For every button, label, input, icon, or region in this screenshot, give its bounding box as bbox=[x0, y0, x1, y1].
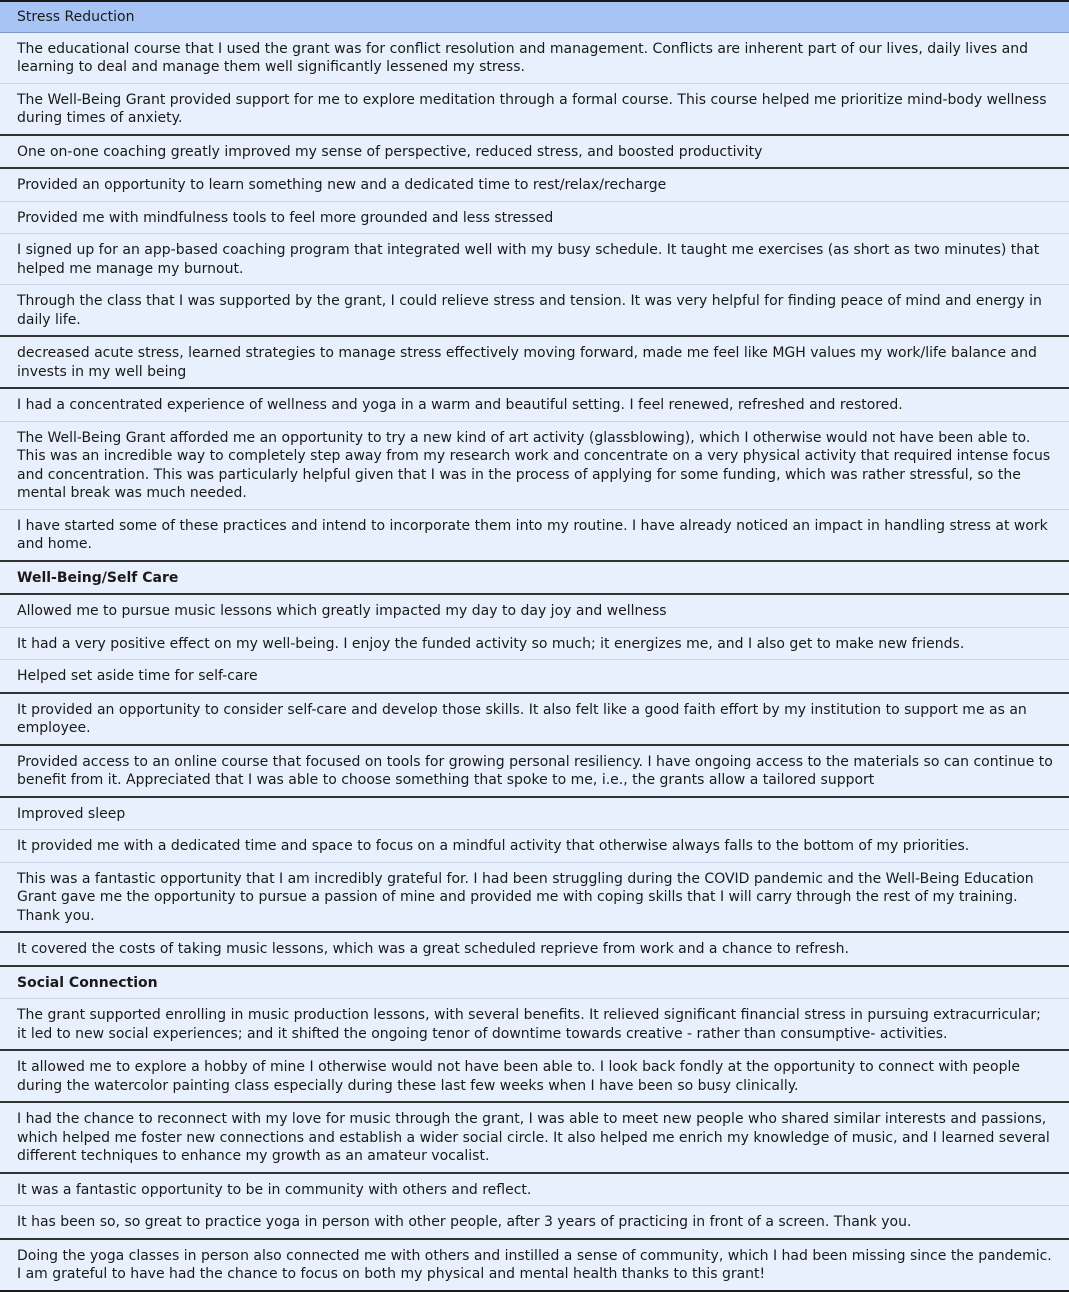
response-text: This was a fantastic opportunity that I am incredibly grateful for. I had been struggling during the COVID pandemic and the Well-Being Education Grant gave me the opportunity to pursue a passion of mine and provided me with coping skills that I will carry through the rest of my training. Thank you. bbox=[0, 862, 1069, 932]
response-text: It provided an opportunity to consider self-care and develop those skills. It also felt like a good faith effort by my institution to support me as an employee. bbox=[0, 693, 1069, 745]
table-row bbox=[0, 388, 1069, 421]
response-text: It had a very positive effect on my well-being. I enjoy the funded activity so much; it energizes me, and I also get to make new friends. bbox=[0, 627, 1069, 660]
table-row bbox=[0, 32, 1069, 83]
table-row bbox=[0, 1050, 1069, 1102]
response-text: It allowed me to explore a hobby of mine I otherwise would not have been able to. I look back fondly at the opportunity to connect with people during the watercolor painting class especially during these last few weeks when I have been so busy clinically. bbox=[0, 1050, 1069, 1102]
table-row bbox=[0, 1102, 1069, 1173]
response-text: I had the chance to reconnect with my love for music through the grant, I was able to meet new people who shared similar interests and passions, which helped me foster new connections and establish a wider social circle. It also helped me enrich my knowledge of music, and I learned several different techniques to enhance my growth as an amateur vocalist. bbox=[0, 1102, 1069, 1173]
table-row bbox=[0, 862, 1069, 932]
response-text: Provided access to an online course that focused on tools for growing personal resiliency. I have ongoing access to the materials so can continue to benefit from it. Appreciated that I was able to choose something that spoke to me, i.e., the grants allow a tailored support bbox=[0, 745, 1069, 797]
table-row bbox=[0, 693, 1069, 745]
table-row bbox=[0, 1239, 1069, 1291]
table-row bbox=[0, 168, 1069, 201]
response-text: The Well-Being Grant provided support for me to explore meditation through a formal course. This course helped me prioritize mind-body wellness during times of anxiety. bbox=[0, 83, 1069, 135]
response-text: The educational course that I used the grant was for conflict resolution and management. Conflicts are inherent part of our lives, daily lives and learning to deal and manage them well significantly lessened my stress. bbox=[0, 32, 1069, 83]
table-row bbox=[0, 285, 1069, 337]
table-row bbox=[0, 999, 1069, 1051]
response-text: It has been so, so great to practice yoga in person with other people, after 3 years of practicing in front of a screen. Thank you. bbox=[0, 1206, 1069, 1239]
response-text: It provided me with a dedicated time and space to focus on a mindful activity that otherwise always falls to the bottom of my priorities. bbox=[0, 830, 1069, 863]
table-row bbox=[0, 509, 1069, 561]
section-header-row bbox=[0, 561, 1069, 595]
table-row bbox=[0, 421, 1069, 509]
response-text: It covered the costs of taking music lessons, which was a great scheduled reprieve from work and a chance to refresh. bbox=[0, 932, 1069, 966]
response-text: One on-one coaching greatly improved my sense of perspective, reduced stress, and boosted productivity bbox=[0, 135, 1069, 169]
section-title: Social Connection bbox=[0, 966, 1069, 999]
response-text: Through the class that I was supported by the grant, I could relieve stress and tension. It was very helpful for finding peace of mind and energy in daily life. bbox=[0, 285, 1069, 337]
response-text: I have started some of these practices and intend to incorporate them into my routine. I have already noticed an impact in handling stress at work and home. bbox=[0, 509, 1069, 561]
table-row bbox=[0, 1173, 1069, 1206]
section-title: Well-Being/Self Care bbox=[0, 561, 1069, 595]
table-row bbox=[0, 627, 1069, 660]
section-header-row bbox=[0, 966, 1069, 999]
response-text: It was a fantastic opportunity to be in community with others and reflect. bbox=[0, 1173, 1069, 1206]
response-text: Provided me with mindfulness tools to feel more grounded and less stressed bbox=[0, 201, 1069, 234]
table-row bbox=[0, 135, 1069, 169]
table-row bbox=[0, 336, 1069, 388]
table-row bbox=[0, 797, 1069, 830]
table-row bbox=[0, 1206, 1069, 1239]
response-text: decreased acute stress, learned strategies to manage stress effectively moving forward, made me feel like MGH values my work/life balance and invests in my well being bbox=[0, 336, 1069, 388]
table-row bbox=[0, 830, 1069, 863]
table-row bbox=[0, 660, 1069, 693]
table-row bbox=[0, 594, 1069, 627]
response-text: Provided an opportunity to learn something new and a dedicated time to rest/relax/recharge bbox=[0, 168, 1069, 201]
response-text: I had a concentrated experience of wellness and yoga in a warm and beautiful setting. I feel renewed, refreshed and restored. bbox=[0, 388, 1069, 421]
table-row bbox=[0, 234, 1069, 285]
response-text: The grant supported enrolling in music production lessons, with several benefits. It relieved significant financial stress in pursuing extracurricular; it led to new social experiences; and it shifted the ongoing tenor of downtime towards creative - rather than consumptive- activities. bbox=[0, 999, 1069, 1051]
response-text: Improved sleep bbox=[0, 797, 1069, 830]
table-row bbox=[0, 932, 1069, 966]
response-text: Allowed me to pursue music lessons which greatly impacted my day to day joy and wellness bbox=[0, 594, 1069, 627]
response-text: The Well-Being Grant afforded me an opportunity to try a new kind of art activity (glassblowing), which I otherwise would not have been able to. This was an incredible way to completely step away from my research work and concentrate on a very physical activity that required intense focus and concentration. This was particularly helpful given that I was in the process of applying for some funding, which was rather stressful, so the mental break was much needed. bbox=[0, 421, 1069, 509]
response-text: Doing the yoga classes in person also connected me with others and instilled a sense of community, which I had been missing since the pandemic. I am grateful to have had the chance to focus on both my physical and mental health thanks to this grant! bbox=[0, 1239, 1069, 1291]
header-stress-reduction: Stress Reduction bbox=[0, 1, 1069, 32]
response-text: Helped set aside time for self-care bbox=[0, 660, 1069, 693]
response-text: I signed up for an app-based coaching program that integrated well with my busy schedule. It taught me exercises (as short as two minutes) that helped me manage my burnout. bbox=[0, 234, 1069, 285]
responses-table-body bbox=[0, 1, 1069, 1291]
table-header-row bbox=[0, 1, 1069, 32]
table-row bbox=[0, 201, 1069, 234]
table-row bbox=[0, 83, 1069, 135]
table-row bbox=[0, 745, 1069, 797]
